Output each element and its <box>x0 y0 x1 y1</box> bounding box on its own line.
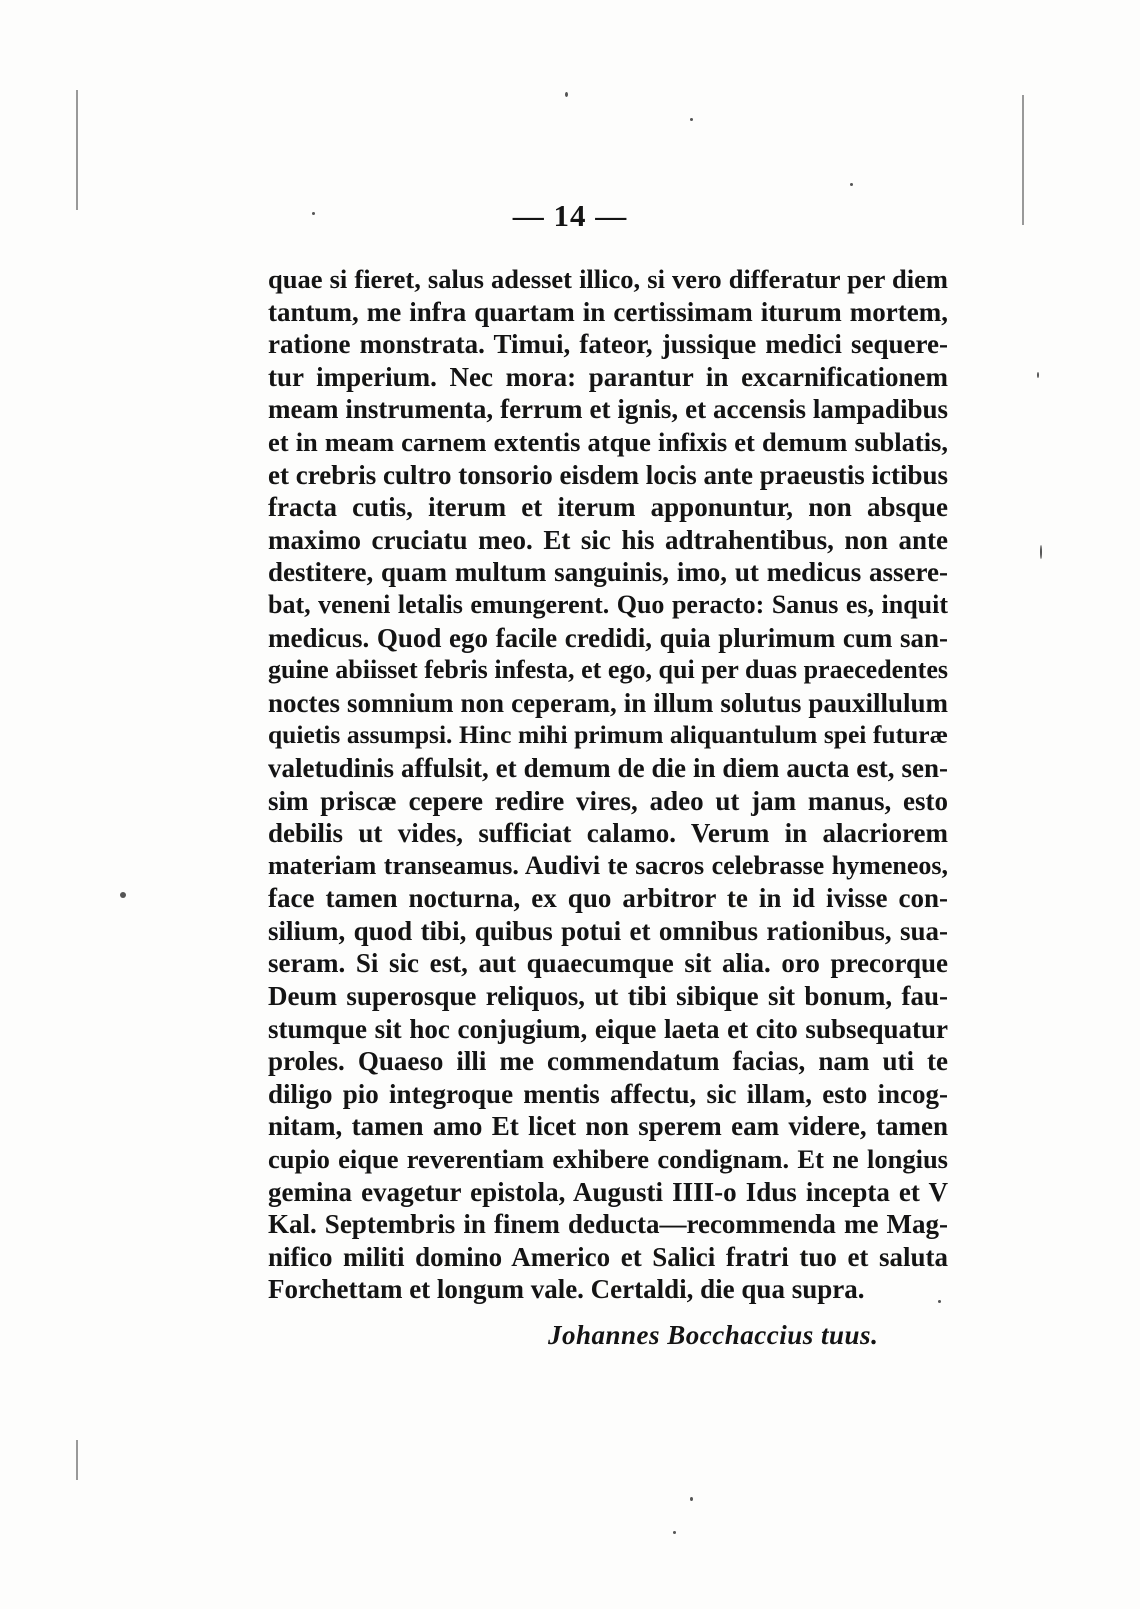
text-line: tantum, me infra quartam in certissimam iturum mortem, <box>268 296 948 327</box>
text-line: nitam, tamen amo Et licet non sperem eam videre, tamen <box>268 1111 948 1142</box>
text-line: Deum superosque reliquos, ut tibi sibique sit bonum, fau- <box>268 981 948 1012</box>
text-line: noctes somnium non ceperam, in illum solutus pauxillulum <box>268 687 948 718</box>
scan-speck <box>1040 545 1042 559</box>
text-line: ratione monstrata. Timui, fateor, jussique medici sequere- <box>268 329 948 360</box>
scan-speck <box>690 1497 693 1501</box>
text-line: stumque sit hoc conjugium, eique laeta et cito subsequatur <box>268 1013 948 1044</box>
text-line: medicus. Quod ego facile credidi, quia plurimum cum san- <box>268 622 948 653</box>
text-line: maximo cruciatu meo. Et sic his adtrahentibus, non ante <box>268 524 948 555</box>
scan-speck <box>673 1531 676 1534</box>
text-line: quae si fieret, salus adesset illico, si vero differatur per diem <box>268 264 948 294</box>
text-line: sim priscæ cepere redire vires, adeo ut jam manus, esto <box>268 785 948 816</box>
text-line: nifico militi domino Americo et Salici fratri tuo et saluta <box>268 1241 948 1272</box>
text-line-last: Forchettam et longum vale. Certaldi, die qua supra. <box>268 1274 865 1305</box>
text-line: diligo pio integroque mentis affectu, sic illam, esto incog- <box>268 1078 948 1109</box>
text-line: face tamen nocturna, ex quo arbitror te in id ivisse con- <box>268 883 948 914</box>
text-line: cupio eique reverentiam exhibere condignam. Et ne longius <box>268 1144 948 1175</box>
text-line: guine abiisset febris infesta, et ego, qui per duas praecedentes <box>268 655 948 685</box>
signature: Johannes Bocchaccius tuus. <box>548 1320 879 1350</box>
text-line: meam instrumenta, ferrum et ignis, et accensis lampadibus <box>268 394 948 425</box>
scan-speck <box>850 183 853 186</box>
text-line: silium, quod tibi, quibus potui et omnibus rationibus, sua- <box>268 915 948 946</box>
text-line: et crebris cultro tonsorio eisdem locis ante praeustis ictibus <box>268 459 948 490</box>
scan-edge-line-left <box>76 90 78 210</box>
scan-speck <box>120 892 126 898</box>
text-line: materiam transeamus. Audivi te sacros celebrasse hymeneos, <box>268 850 948 880</box>
scan-speck <box>565 92 568 97</box>
text-line: et in meam carnem extentis atque infixis et demum sublatis, <box>268 426 948 457</box>
text-line: gemina evagetur epistola, Augusti IIII-o Idus incepta et V <box>268 1176 948 1207</box>
text-line: bat, veneni letalis emungerent. Quo peracto: Sanus es, inquit <box>268 589 948 619</box>
text-line: quietis assumpsi. Hinc mihi primum aliquantulum spei futuræ <box>268 720 948 750</box>
text-line: Kal. Septembris in finem deducta—recommenda me Mag- <box>268 1209 948 1240</box>
text-line: seram. Si sic est, aut quaecumque sit alia. oro precorque <box>268 948 948 979</box>
page-number: — 14 — <box>512 198 628 233</box>
text-line: debilis ut vides, sufficiat calamo. Verum in alacriorem <box>268 818 948 849</box>
text-line: proles. Quaeso illi me commendatum facias, nam uti te <box>268 1046 948 1077</box>
text-line: fracta cutis, iterum et iterum apponuntur, non absque <box>268 492 948 523</box>
text-line: tur imperium. Nec mora: parantur in excarnificationem <box>268 361 948 392</box>
scan-speck <box>1037 372 1039 378</box>
letter-body <box>268 263 948 1306</box>
scan-speck <box>690 118 693 121</box>
scan-edge-line-left-lower <box>76 1440 78 1480</box>
text-line: destitere, quam multum sanguinis, imo, ut medicus assere- <box>268 557 948 588</box>
text-line: valetudinis affulsit, et demum de die in diem aucta est, sen- <box>268 752 948 783</box>
